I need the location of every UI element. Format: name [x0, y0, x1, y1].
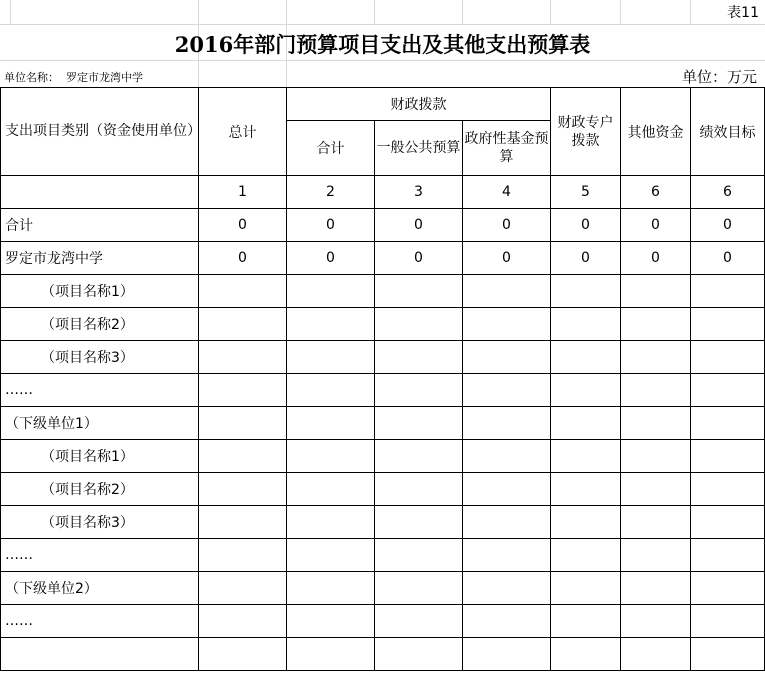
row-label: （项目名称2）	[1, 308, 199, 341]
table-cell	[375, 374, 463, 407]
row-label: （项目名称3）	[1, 506, 199, 539]
table-row	[1, 572, 765, 605]
table-cell	[691, 506, 765, 539]
row-label: （项目名称3）	[1, 341, 199, 374]
table-cell	[199, 308, 287, 341]
table-cell	[621, 341, 691, 374]
table-cell: 0	[691, 242, 765, 275]
table-row	[1, 308, 765, 341]
table-cell	[691, 572, 765, 605]
table-cell	[375, 539, 463, 572]
table-cell	[551, 440, 621, 473]
table-row	[1, 539, 765, 572]
header-performance: 绩效目标	[691, 88, 765, 176]
table-row	[1, 638, 765, 671]
row-label: （项目名称1）	[1, 440, 199, 473]
table-cell	[287, 308, 375, 341]
header-category: 支出项目类别（资金使用单位）	[1, 88, 199, 176]
gridline	[462, 0, 463, 24]
table-cell	[199, 440, 287, 473]
table-number: 表11	[727, 5, 759, 21]
budget-table	[0, 87, 765, 671]
row-label	[1, 638, 199, 671]
table-cell: 0	[199, 209, 287, 242]
table-cell: 0	[199, 242, 287, 275]
table-cell	[463, 440, 551, 473]
table-cell	[375, 275, 463, 308]
table-cell	[463, 341, 551, 374]
gridline	[620, 0, 621, 24]
table-cell	[463, 638, 551, 671]
table-cell	[691, 341, 765, 374]
table-cell	[199, 572, 287, 605]
header-general-budget: 一般公共预算	[375, 121, 463, 176]
table-row	[1, 209, 765, 242]
table-cell	[691, 638, 765, 671]
table-cell: 0	[551, 242, 621, 275]
table-cell	[375, 341, 463, 374]
table-row	[1, 440, 765, 473]
table-cell	[199, 341, 287, 374]
table-cell	[463, 407, 551, 440]
table-cell	[375, 440, 463, 473]
table-cell: 0	[463, 209, 551, 242]
table-cell	[199, 506, 287, 539]
table-cell	[287, 440, 375, 473]
table-cell	[287, 473, 375, 506]
table-cell	[287, 506, 375, 539]
table-cell	[287, 605, 375, 638]
col-number: 1	[199, 176, 287, 209]
gridline	[10, 0, 11, 24]
table-cell	[287, 341, 375, 374]
table-cell	[691, 407, 765, 440]
table-cell	[375, 308, 463, 341]
table-cell	[551, 473, 621, 506]
table-cell: 0	[287, 209, 375, 242]
row-label: （项目名称1）	[1, 275, 199, 308]
table-cell: 0	[691, 209, 765, 242]
table-row	[1, 605, 765, 638]
table-cell	[551, 638, 621, 671]
table-cell	[551, 308, 621, 341]
table-cell	[463, 473, 551, 506]
table-row	[1, 374, 765, 407]
gridline	[550, 0, 551, 24]
table-cell: 0	[621, 242, 691, 275]
gridline	[0, 24, 765, 25]
table-cell	[287, 539, 375, 572]
table-cell	[551, 407, 621, 440]
table-cell	[551, 539, 621, 572]
table-cell	[551, 275, 621, 308]
table-row	[1, 506, 765, 539]
table-cell	[691, 374, 765, 407]
table-cell	[691, 473, 765, 506]
table-row	[1, 275, 765, 308]
table-cell	[375, 638, 463, 671]
table-cell	[463, 605, 551, 638]
unit-name-row	[4, 72, 143, 83]
table-row	[1, 341, 765, 374]
gridline	[690, 0, 691, 24]
table-cell	[621, 572, 691, 605]
table-cell	[287, 638, 375, 671]
table-cell	[463, 308, 551, 341]
table-cell	[621, 308, 691, 341]
table-cell	[199, 374, 287, 407]
table-cell	[199, 473, 287, 506]
table-cell	[621, 638, 691, 671]
table-cell	[691, 605, 765, 638]
table-cell	[463, 374, 551, 407]
table-cell	[1, 176, 199, 209]
row-label: （下级单位1）	[1, 407, 199, 440]
table-cell	[287, 374, 375, 407]
table-cell	[551, 506, 621, 539]
col-number: 2	[287, 176, 375, 209]
table-cell	[621, 539, 691, 572]
table-cell: 0	[375, 242, 463, 275]
table-cell	[463, 275, 551, 308]
header-fiscal-total: 合计	[287, 121, 375, 176]
header-total: 总计	[199, 88, 287, 176]
col-number: 5	[551, 176, 621, 209]
row-label: （项目名称2）	[1, 473, 199, 506]
table-cell	[621, 506, 691, 539]
table-cell	[621, 407, 691, 440]
header-other: 其他资金	[621, 88, 691, 176]
table-cell	[621, 440, 691, 473]
table-cell: 0	[551, 209, 621, 242]
row-label: 合计	[1, 209, 199, 242]
row-label: ……	[1, 374, 199, 407]
table-cell	[463, 506, 551, 539]
row-label: ……	[1, 539, 199, 572]
table-cell	[199, 638, 287, 671]
table-cell: 0	[463, 242, 551, 275]
table-row	[1, 407, 765, 440]
table-cell	[551, 374, 621, 407]
column-number-row	[1, 176, 765, 209]
table-cell	[621, 605, 691, 638]
table-row	[1, 242, 765, 275]
col-number: 4	[463, 176, 551, 209]
col-number: 6	[691, 176, 765, 209]
table-cell	[551, 341, 621, 374]
table-cell: 0	[287, 242, 375, 275]
table-cell	[199, 539, 287, 572]
row-label: 罗定市龙湾中学	[1, 242, 199, 275]
gridline	[374, 0, 375, 24]
unit-name-label: 单位名称：	[4, 71, 59, 84]
row-label: ……	[1, 605, 199, 638]
table-cell	[621, 275, 691, 308]
table-cell	[199, 275, 287, 308]
header-special: 财政专户拨款	[551, 88, 621, 176]
table-cell	[621, 374, 691, 407]
table-cell	[691, 440, 765, 473]
table-cell	[287, 407, 375, 440]
header-fiscal: 财政拨款	[287, 88, 551, 121]
table-cell	[375, 473, 463, 506]
table-cell	[463, 572, 551, 605]
col-number: 6	[621, 176, 691, 209]
table-cell	[199, 605, 287, 638]
col-number: 3	[375, 176, 463, 209]
table-cell	[551, 605, 621, 638]
table-cell	[691, 275, 765, 308]
row-label: （下级单位2）	[1, 572, 199, 605]
table-cell	[375, 506, 463, 539]
table-cell: 0	[375, 209, 463, 242]
table-cell: 0	[621, 209, 691, 242]
table-row	[1, 473, 765, 506]
header-gov-fund: 政府性基金预算	[463, 121, 551, 176]
table-cell	[375, 605, 463, 638]
table-cell	[691, 539, 765, 572]
table-cell	[287, 275, 375, 308]
gridline	[0, 60, 765, 61]
table-cell	[551, 572, 621, 605]
table-cell	[463, 539, 551, 572]
table-cell	[375, 572, 463, 605]
unit-name-value: 罗定市龙湾中学	[66, 71, 143, 84]
table-cell	[199, 407, 287, 440]
page-title: 2016年部门预算项目支出及其他支出预算表	[174, 32, 591, 57]
table-cell	[621, 473, 691, 506]
table-cell	[691, 308, 765, 341]
table-cell	[375, 407, 463, 440]
currency-unit: 单位：万元	[681, 68, 757, 86]
table-cell	[287, 572, 375, 605]
